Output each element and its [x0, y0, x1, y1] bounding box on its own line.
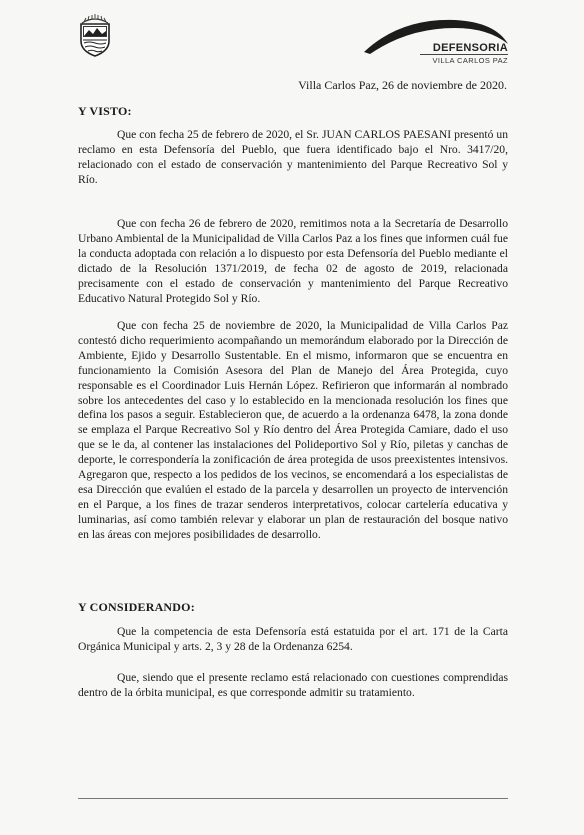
visto-paragraph-3: Que con fecha 25 de noviembre de 2020, la Municipalidad de Villa Carlos Paz contestó dicho requerimiento acompañando un memorándum elaborado por la Dirección de Ambiente, Ejido y Desarrollo Sustentable. En el mismo, informaron que se encuentra en funcionamiento la Comisión Asesora del Plan de Manejo del Área Protegida, cuyo responsable es el Coordinador Luis Hernán López. Refirieron que informarán al nombrado sobre los antecedentes del caso y lo establecido en la mencionada resolución los fines que defina los pasos a seguir. Establecieron que, de acuerdo a la ordenanza 6478, la zona donde se emplaza el Parque Recreativo Sol y Río dentro del Área Protegida Camiare, dado el uso que se le da, al contener las instalaciones del Polideportivo Sol y Río, piletas y canchas de deporte, le correspondería la zonificación de área protegida de usos preexistentes intensivos. Agregaron que, respecto a los pedidos de los vecinos, se encomendará a los especialistas de esa Dirección que evalúen el estado de la parcela y desarrollen un proyecto de intervención en el Parque, a los fines de trazar senderos interpretativos, colocar cartelería educativa y luminarias, así como también relevar y elaborar un plan de restauración del bosque nativo en las áreas con mejores posibilidades de desarrollo.: [78, 319, 508, 541]
footer-divider: [78, 798, 508, 799]
document-date: Villa Carlos Paz, 26 de noviembre de 2020.: [298, 78, 507, 92]
brand-name: DEFENSORIA: [432, 42, 508, 54]
considerando-paragraph-1: Que la competencia de esta Defensoría está estatuida por el art. 171 de la Carta Orgánica Municipal y arts. 2, 3 y 28 de la Ordenanza 6254.: [78, 625, 508, 653]
visto-heading: Y VISTO:: [78, 104, 132, 118]
brand-divider: [420, 54, 508, 55]
visto-paragraph-1: Que con fecha 25 de febrero de 2020, el Sr. JUAN CARLOS PAESANI presentó un reclamo en esta Defensoría del Pueblo, que fuera identificado bajo el Nro. 3417/20, relacionado con el estado de conservación y mantenimiento del Parque Recreativo Sol y Río.: [78, 128, 508, 186]
municipal-crest-icon: [78, 13, 112, 57]
visto-paragraph-2: Que con fecha 26 de febrero de 2020, remitimos nota a la Secretaría de Desarrollo Urbano Ambiental de la Municipalidad de Villa Carlos Paz a los fines que informen cuál fue la conducta adoptada con relación a lo dispuesto por esta Defensoría del Pueblo mediante el dictado de la Resolución 1371/2019, de fecha 02 de agosto de 2019, relacionada precisamente con el estado de conservación y mantenimiento del Parque Recreativo Educativo Natural Protegido Sol y Río.: [78, 217, 508, 305]
considerando-heading: Y CONSIDERANDO:: [78, 600, 195, 614]
considerando-paragraph-2: Que, siendo que el presente reclamo está relacionado con cuestiones comprendidas dentro de la órbita municipal, es que corresponde admitir su tratamiento.: [78, 671, 508, 699]
brand-subtitle: VILLA CARLOS PAZ: [432, 56, 508, 65]
